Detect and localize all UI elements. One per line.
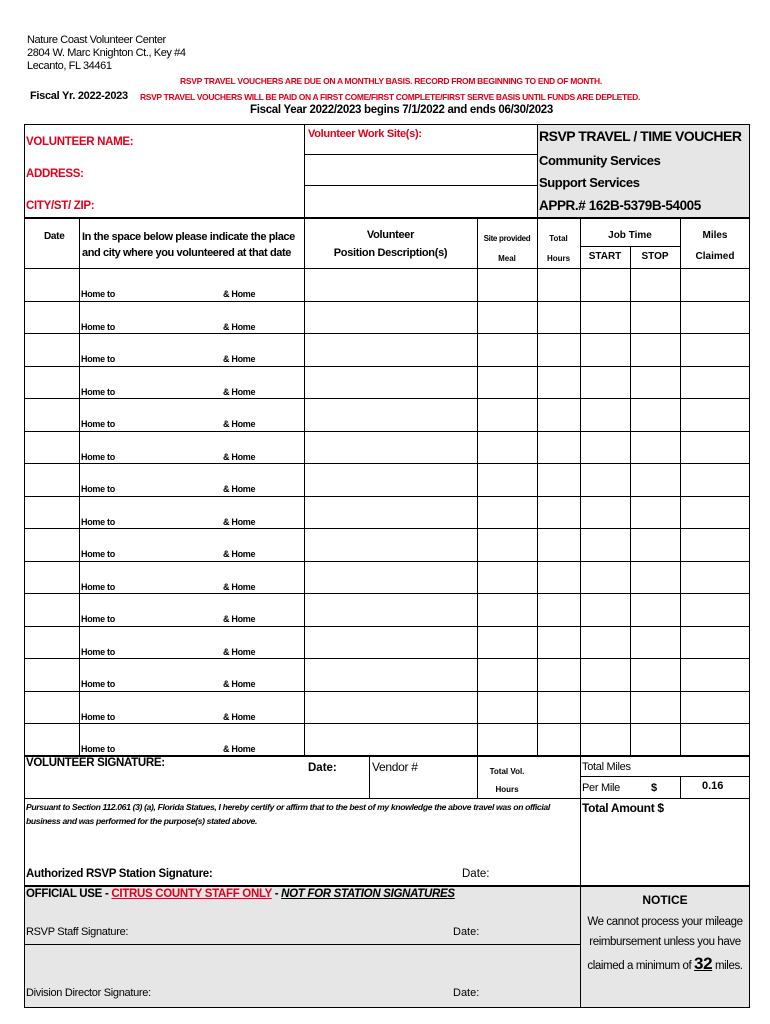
row-to-label: & Home: [223, 418, 256, 429]
station-date-label[interactable]: Date:: [462, 868, 490, 880]
row-from-label: Home to: [81, 548, 115, 559]
row-from-label: Home to: [81, 613, 115, 624]
row-to-label: & Home: [223, 646, 256, 657]
address-field[interactable]: ADDRESS:: [26, 168, 84, 180]
table-row[interactable]: [24, 431, 750, 464]
row-from-label: Home to: [81, 743, 115, 754]
header-date: Date: [44, 231, 65, 242]
official-staff-only: CITRUS COUNTY STAFF ONLY: [111, 888, 272, 900]
row-to-label: & Home: [223, 353, 256, 364]
voucher-title: RSVP TRAVEL / TIME VOUCHER: [539, 128, 742, 144]
fiscal-year-label: Fiscal Yr. 2022-2023: [30, 90, 128, 102]
work-sites-field[interactable]: Volunteer Work Site(s):: [308, 128, 422, 140]
station-signature-label[interactable]: Authorized RSVP Station Signature:: [26, 868, 213, 880]
official-not-station: NOT FOR STATION SIGNATURES: [281, 888, 455, 900]
notice-line-1: RSVP TRAVEL VOUCHERS ARE DUE ON A MONTHLY BASIS. RECORD FROM BEGINNING TO END OF MONTH.: [180, 76, 602, 86]
row-to-label: & Home: [223, 321, 256, 332]
official-sep: -: [271, 888, 282, 900]
notice-line-2: RSVP TRAVEL VOUCHERS WILL BE PAID ON A FIRST COME/FIRST COMPLETE/FIRST SERVE BASIS UNTIL FUNDS ARE DEPLETED.: [140, 92, 640, 102]
row-from-label: Home to: [81, 288, 115, 299]
voucher-line-1: Community Services: [539, 153, 661, 168]
header-place-2: and city where you volunteered at that date: [82, 247, 291, 259]
header-job-time: Job Time: [608, 230, 652, 241]
table-row[interactable]: [24, 691, 750, 724]
table-row[interactable]: [24, 463, 750, 496]
row-to-label: & Home: [223, 451, 256, 462]
header-position-2: Position Description(s): [333, 247, 448, 259]
row-from-label: Home to: [81, 483, 115, 494]
row-to-label: & Home: [223, 581, 256, 592]
row-to-label: & Home: [223, 386, 256, 397]
staff-date-label[interactable]: Date:: [453, 926, 480, 938]
staff-signature-label[interactable]: RSVP Staff Signature:: [26, 926, 129, 938]
table-row[interactable]: [24, 626, 750, 659]
notice-title: NOTICE: [642, 893, 688, 907]
header-total-1: Total: [549, 234, 568, 243]
row-to-label: & Home: [223, 711, 256, 722]
header-meal-1: Site provided: [483, 234, 531, 243]
table-row[interactable]: [24, 398, 750, 431]
header-stop: STOP: [641, 251, 669, 262]
row-from-label: Home to: [81, 711, 115, 722]
row-from-label: Home to: [81, 386, 115, 397]
header-place-1: In the space below please indicate the place: [82, 231, 295, 243]
fiscal-year-range: Fiscal Year 2022/2023 begins 7/1/2022 and ends 06/30/2023: [250, 104, 553, 116]
row-to-label: & Home: [223, 516, 256, 527]
table-row[interactable]: [24, 723, 750, 756]
official-prefix: OFFICIAL USE -: [26, 888, 112, 900]
volunteer-signature-label[interactable]: VOLUNTEER SIGNATURE:: [26, 757, 165, 769]
total-vol-label-2: Hours: [495, 785, 519, 794]
director-date-label[interactable]: Date:: [453, 987, 480, 999]
header-total-2: Hours: [546, 254, 571, 263]
notice-text-2: reimbursement unless you have: [589, 936, 741, 948]
header-miles-2: Claimed: [695, 251, 735, 262]
notice-text-4: miles.: [714, 960, 743, 972]
row-to-label: & Home: [223, 548, 256, 559]
certification-text: Pursuant to Section 112.061 (3) (a), Florida Statues, I hereby certify or affirm that to the best of my knowledge the above travel was on official business and was performed for the purpose(s) stated above.: [26, 802, 550, 826]
row-to-label: & Home: [223, 678, 256, 689]
header-start: START: [588, 251, 622, 262]
total-miles-label: Total Miles: [582, 761, 631, 773]
volunteer-name-field[interactable]: VOLUNTEER NAME:: [26, 136, 134, 148]
notice-text-3-line: [580, 954, 750, 974]
vendor-label[interactable]: Vendor #: [372, 760, 418, 774]
header-position-1: Volunteer: [366, 229, 415, 241]
per-mile-label: Per Mile: [582, 782, 620, 794]
table-row[interactable]: [24, 658, 750, 691]
row-to-label: & Home: [223, 483, 256, 494]
row-from-label: Home to: [81, 678, 115, 689]
row-from-label: Home to: [81, 646, 115, 657]
row-from-label: Home to: [81, 581, 115, 592]
table-row[interactable]: [24, 301, 750, 334]
notice-text-1: We cannot process your mileage: [587, 916, 743, 928]
director-signature-label[interactable]: Division Director Signature:: [26, 987, 151, 999]
official-use-heading: [26, 888, 455, 900]
header-meal-2: Meal: [498, 254, 516, 263]
per-mile-rate: 0.16: [702, 780, 724, 792]
city-zip-field[interactable]: CITY/ST/ ZIP:: [26, 200, 95, 212]
row-to-label: & Home: [223, 743, 256, 754]
header-miles-1: Miles: [702, 230, 728, 241]
table-row[interactable]: [24, 528, 750, 561]
total-amount-label: Total Amount $: [582, 801, 664, 815]
org-city: Lecanto, FL 34461: [27, 60, 112, 72]
per-mile-dollar: $: [651, 782, 658, 794]
total-vol-label-1: Total Vol.: [489, 767, 525, 776]
row-from-label: Home to: [81, 353, 115, 364]
signature-date-label[interactable]: Date:: [308, 762, 337, 774]
row-from-label: Home to: [81, 516, 115, 527]
notice-min-miles: 32: [694, 954, 713, 973]
table-row[interactable]: [24, 593, 750, 626]
table-row[interactable]: [24, 333, 750, 366]
row-from-label: Home to: [81, 418, 115, 429]
row-to-label: & Home: [223, 613, 256, 624]
table-row[interactable]: [24, 561, 750, 594]
voucher-line-2: Support Services: [539, 175, 640, 190]
table-row[interactable]: [24, 268, 750, 301]
org-name: Nature Coast Volunteer Center: [27, 34, 166, 46]
row-from-label: Home to: [81, 451, 115, 462]
table-row[interactable]: [24, 366, 750, 399]
row-to-label: & Home: [223, 288, 256, 299]
org-address-block: [27, 34, 186, 73]
voucher-appr: APPR.# 162B-5379B-54005: [539, 198, 701, 213]
table-row[interactable]: [24, 496, 750, 529]
row-from-label: Home to: [81, 321, 115, 332]
notice-text-3: claimed a minimum of: [587, 960, 692, 972]
org-street: 2804 W. Marc Knighton Ct., Key #4: [27, 47, 186, 59]
